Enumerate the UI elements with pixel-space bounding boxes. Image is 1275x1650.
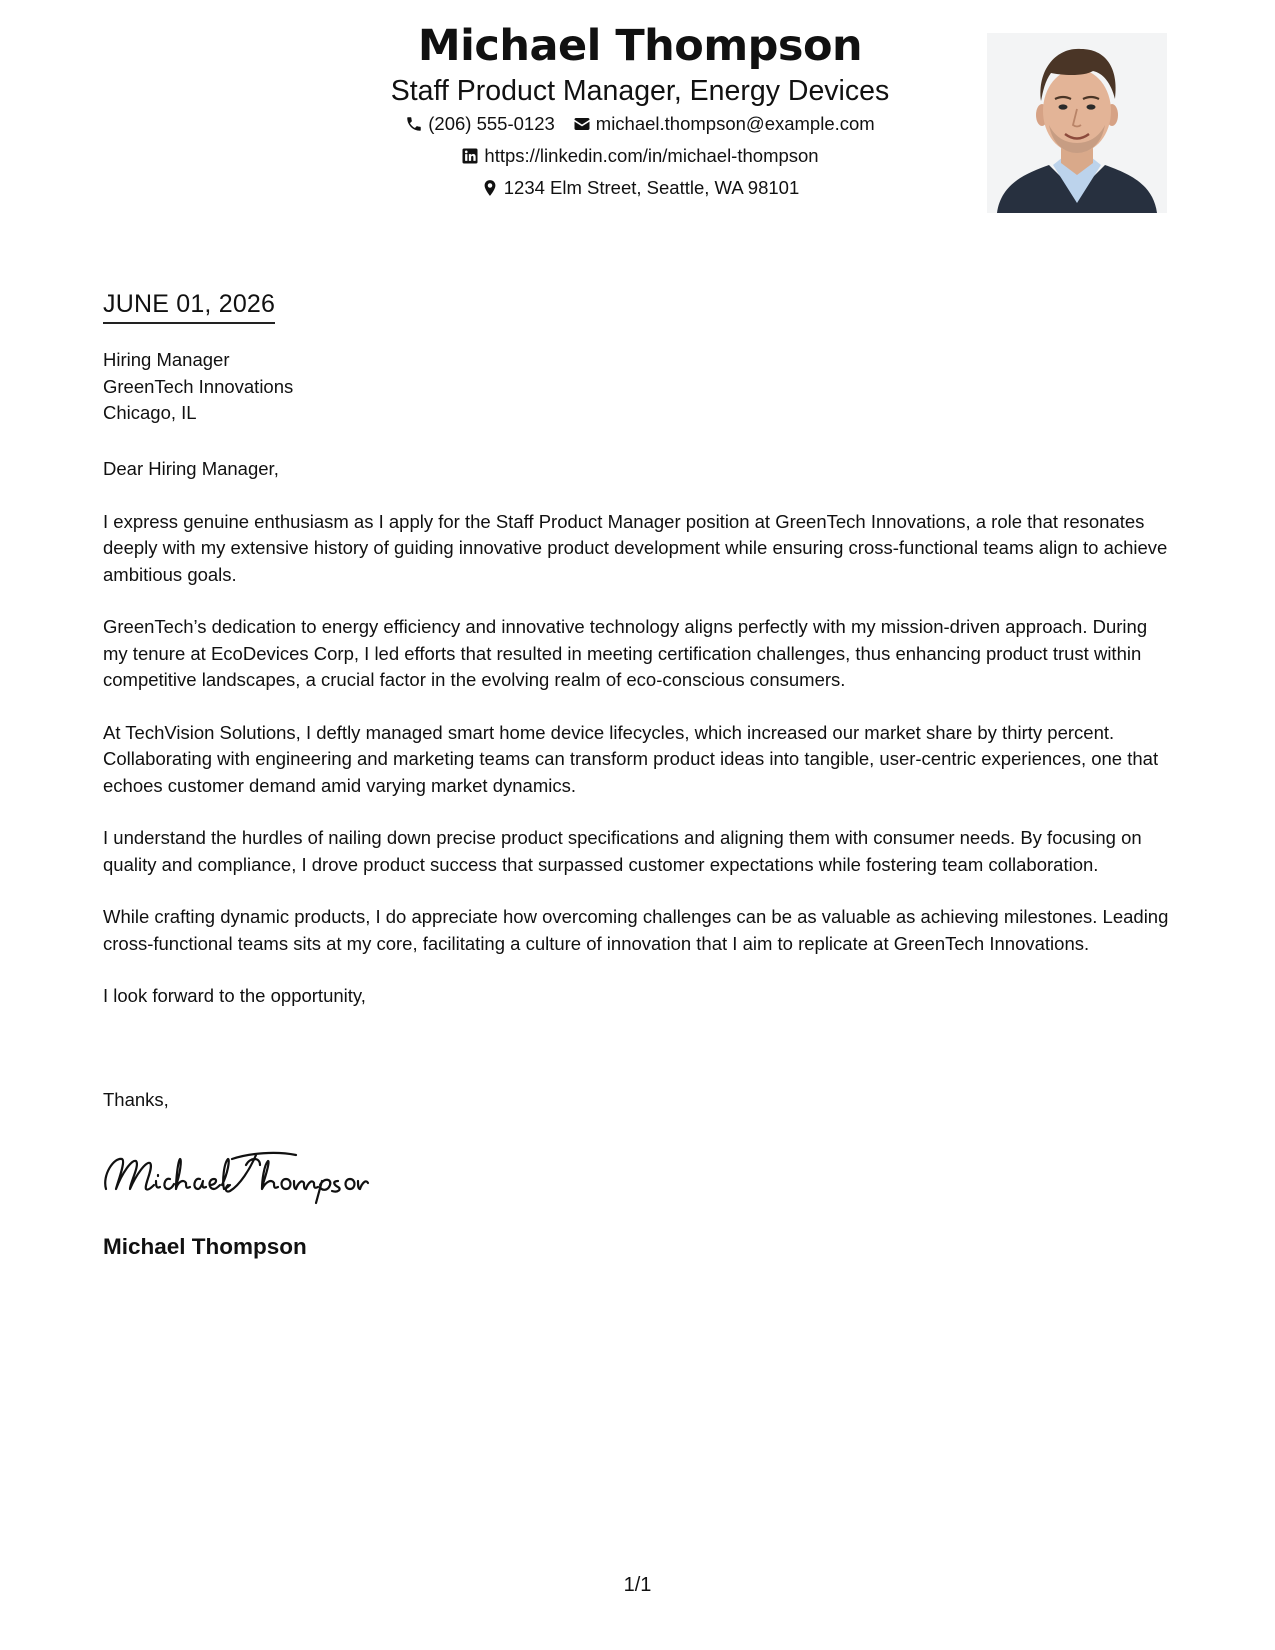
contact-linkedin[interactable] — [461, 140, 818, 172]
letter-body — [103, 456, 1173, 1036]
contact-address — [481, 172, 800, 204]
linkedin-link[interactable]: https://linkedin.com/in/michael-thompson — [484, 145, 819, 166]
envelope-icon — [573, 115, 591, 133]
profile-photo — [987, 33, 1167, 213]
contact-email[interactable] — [573, 108, 875, 140]
map-marker-icon — [481, 179, 499, 197]
recipient-block — [103, 347, 293, 427]
address-text: 1234 Elm Street, Seattle, WA 98101 — [503, 177, 800, 198]
recipient-line: Chicago, IL — [103, 402, 197, 423]
contact-phone — [405, 108, 555, 140]
closing-line: I look forward to the opportunity, — [103, 985, 366, 1006]
handwritten-signature — [100, 1145, 370, 1205]
linkedin-icon — [461, 147, 479, 165]
body-paragraph: GreenTech’s dedication to energy efficiency and innovative technology aligns perfectly with my mission-driven approach. During my tenure at EcoDevices Corp, I led efforts that resulted in meeting certification challenges, thus enhancing product trust within competitive landscapes, a crucial factor in the evolving realm of eco-conscious consumers. — [103, 616, 1148, 690]
body-paragraph: While crafting dynamic products, I do appreciate how overcoming challenges can be as valuable as achieving milestones. Leading cross-functional teams sits at my core, facilitating a culture of innovation that I aim to replicate at GreenTech Innovations. — [103, 906, 1169, 954]
salutation: Dear Hiring Manager, — [103, 458, 279, 479]
body-paragraph: I express genuine enthusiasm as I apply for the Staff Product Manager position at GreenTech Innovations, a role that resonates deeply with my extensive history of guiding innovative product development while ensuring cross-functional teams align to achieve ambitious goals. — [103, 510, 1168, 585]
body-paragraph: I understand the hurdles of nailing down precise product specifications and aligning them with consumer needs. By focusing on quality and compliance, I drove product success that surpassed customer expectations while fostering team collaboration. — [103, 827, 1142, 875]
contact-line-address — [260, 172, 1020, 204]
body-paragraph: At TechVision Solutions, I deftly managed smart home device lifecycles, which increased our market share by thirty percent. Collaborating with engineering and marketing teams can transform product ideas into tangible, user-centric experiences, one that echoes customer demand amid varying market dynamics. — [103, 721, 1159, 796]
recipient-line: GreenTech Innovations — [103, 375, 294, 397]
letter-date: JUNE 01, 2026 — [103, 288, 275, 324]
email-link[interactable]: michael.thompson@example.com — [595, 113, 875, 134]
closing-phrase: Thanks, — [103, 1089, 169, 1110]
page-number: 1/1 — [623, 1574, 652, 1596]
signer-name: Michael Thompson — [103, 1234, 307, 1259]
contact-line-phone-email — [260, 108, 1020, 140]
applicant-name: Michael Thompson — [417, 21, 863, 71]
contact-line-linkedin — [260, 140, 1020, 172]
phone-text: (206) 555-0123 — [428, 113, 555, 134]
header-text-block — [260, 18, 1020, 204]
phone-icon — [405, 115, 423, 133]
applicant-title: Staff Product Manager, Energy Devices — [390, 75, 890, 107]
recipient-line: Hiring Manager — [103, 349, 230, 370]
